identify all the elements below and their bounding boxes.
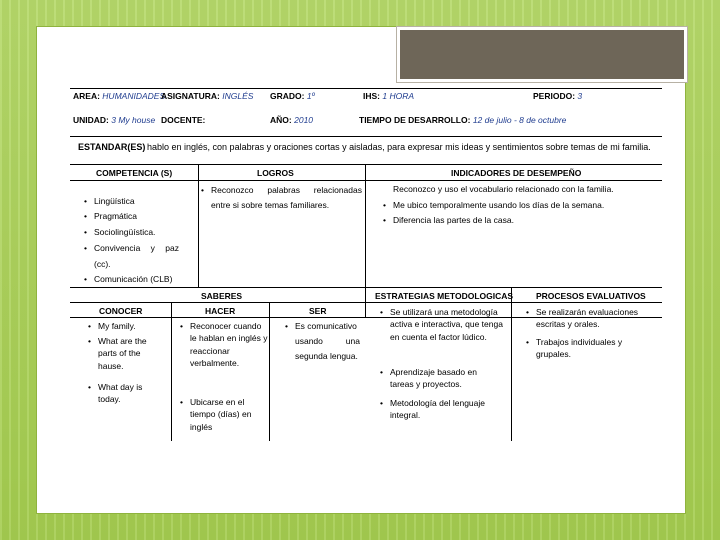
logro-item: • Reconozco palabras relacionadas — [201, 184, 362, 196]
rule — [70, 302, 662, 303]
estrategia-item: • Metodología del lenguaje integral. — [380, 397, 505, 422]
hacer-item: • Ubicarse en el tiempo (días) en inglés — [180, 396, 260, 433]
indicador-intro: Reconozco y uso el vocabulario relacionado con la familia. — [393, 184, 614, 194]
rule — [70, 88, 662, 89]
estandar-label: ESTANDAR(ES) — [78, 142, 146, 152]
periodo-field: PERIODO: 3 — [533, 91, 583, 101]
indicador-item: • Diferencia las partes de la casa. — [383, 214, 658, 226]
asignatura-field: ASIGNATURA: INGLÉS — [161, 91, 254, 101]
estandar-text: hablo en inglés, con palabras y oraciones cortas y aisladas, para expresar mis ideas y sentimientos sobre temas de mi familia. — [147, 142, 651, 152]
procesos-header: PROCESOS EVALUATIVOS — [536, 291, 646, 301]
competencia-item: • Convivencia y paz — [84, 242, 179, 254]
plan-document — [70, 70, 662, 442]
logros-header: LOGROS — [257, 168, 294, 178]
ser-header: SER — [309, 306, 327, 316]
docente-field: DOCENTE: — [161, 115, 206, 125]
saberes-header: SABERES — [201, 291, 243, 301]
competencia-item: • Sociolingüística. — [84, 226, 194, 238]
area-field: AREA: HUMANIDADES — [73, 91, 166, 101]
competencia-item-cont: (cc). — [94, 259, 111, 269]
competencia-item: • Pragmática — [84, 210, 194, 222]
ser-item-cont: usando una — [295, 336, 360, 346]
anio-field: AÑO: 2010 — [270, 115, 314, 125]
corner-mark: -- — [582, 76, 586, 82]
competencia-item: • Lingüística — [84, 195, 194, 207]
conocer-item: • What are the parts of the hause. — [88, 335, 164, 372]
estrategia-item: • Se utilizará una metodología activa e interactiva, que tenga en cuenta el factor lúdico. — [380, 306, 508, 343]
competencia-header: COMPETENCIA (S) — [96, 168, 173, 178]
indicadores-header: INDICADORES DE DESEMPEÑO — [451, 168, 582, 178]
logro-item-cont: entre si sobre temas familiares. — [211, 200, 330, 210]
rule — [70, 164, 662, 165]
ser-item: • Es comunicativo — [285, 320, 360, 332]
rule — [70, 287, 662, 288]
ser-item-cont: segunda lengua. — [295, 351, 358, 361]
proceso-item: • Trabajos individuales y grupales. — [526, 336, 636, 361]
rule — [70, 136, 662, 137]
column-divider — [198, 164, 199, 287]
proceso-item: • Se realizarán evaluaciones escritas y orales. — [526, 306, 658, 331]
conocer-header: CONOCER — [99, 306, 143, 316]
estrategias-header: ESTRATEGIAS METODOLOGICAS — [375, 291, 514, 301]
conocer-item: • My family. — [88, 320, 168, 332]
ihs-field: IHS: 1 HORA — [363, 91, 415, 101]
indicador-item: • Me ubico temporalmente usando los días de la semana. — [383, 199, 658, 211]
grado-field: GRADO: 1º — [270, 91, 315, 101]
column-divider — [171, 302, 172, 441]
hacer-item: • Reconocer cuando le hablan en inglés y reaccionar verbalmente. — [180, 320, 270, 369]
competencia-item: • Comunicación (CLB) — [84, 273, 198, 285]
column-divider — [511, 287, 512, 441]
unidad-field: UNIDAD: 3 My house — [73, 115, 156, 125]
conocer-item: • What day is today. — [88, 381, 158, 406]
tiempo-field: TIEMPO DE DESARROLLO: 12 de julio - 8 de octubre — [359, 115, 567, 125]
estrategia-item: • Aprendizaje basado en tareas y proyectos. — [380, 366, 490, 391]
column-divider — [365, 164, 366, 317]
rule — [70, 180, 662, 181]
hacer-header: HACER — [205, 306, 236, 316]
